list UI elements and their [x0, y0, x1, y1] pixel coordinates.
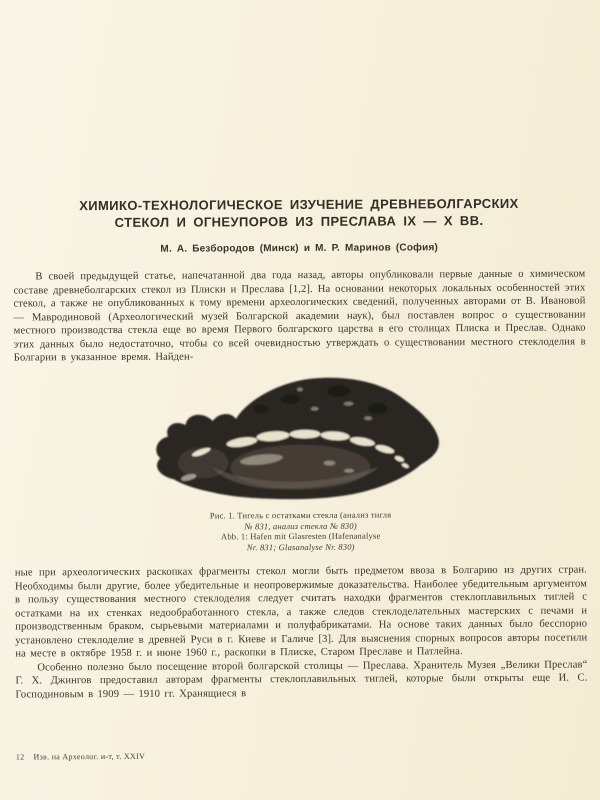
figure-caption-de-line-2: Nr. 831; Glasanalyse Nr. 830) [246, 541, 355, 553]
authors-line: М. А. Безбородов (Минск) и М. Р. Маринов (София) [160, 242, 439, 255]
article-title [37, 196, 561, 232]
article-body-continued [15, 564, 588, 702]
figure-caption-de-line-1: Abb. 1: Hafen mit Glasresten (Hafenanalyse [220, 531, 381, 542]
article-body [13, 268, 585, 366]
figure-caption [136, 509, 466, 554]
figure-caption-ru-line-1: Рис. 1. Тигель с остатками стекла (анализ тигля [209, 509, 392, 521]
crucible-photo [141, 369, 460, 507]
body-paragraph-1: В своей предыдущей статье, напечатанной два года назад, авторы опубликовали первые данные о химическом составе древнеболгарских стекол из Плиски и Преслава [1,2]. На основании некоторых локальных особенностей этих стекол, а также не опубликованных к тому времени археологических сведений, полученных авторами от В. Ивановой — Мавродиновой (Археологический музей Болгарской академии наук), был поставлен вопрос о существовании местного производства стекла еще во время Первого болгарского царства в его столицах Плиска и Преслав. Однако этих данных было недостаточно, чтобы со всей очевидностью утверждать о существовании местного стеклоделия в Болгарии в указанное время. Найден- [13, 268, 586, 364]
figure-1 [135, 369, 466, 554]
page-footer [16, 752, 145, 762]
footer-journal-reference: Изв. на Археолог. и-т, т. XXIV [33, 751, 146, 762]
body-paragraph-3: Особенно полезно было посещение второй болгарской столицы — Преслава. Хранитель Музея „Велики Преслав“ Г. Х. Джингов предоставил авторам фрагменты стеклоплавильных тиглей, которые были открыты еще И. С. Господиновым в 1909 — 1910 гг. Хранящиеся в [15, 659, 588, 701]
signature-number: 12 [15, 752, 25, 762]
body-paragraph-2: ные при археологических раскопках фрагменты стекол могли быть предметом ввоза в Болгарию из других стран. Необходимы были другие, более убедительные и неопровержимые доказательства. Наиболее убедительным аргументом в пользу существования местного стеклоделия следует считать находки фрагментов стеклоплавильных тиглей с остатками на их стенках недообработанного стекла, а также следов стеклоделательных мастерских с печами и производственным браком, сырьевыми материалами и полуфабрикатами. На основе таких данных было бесспорно установлено стеклоделие в древней Руси в г. Киеве и Галиче [3]. Для выяснения спорных вопросов авторы посетили на месте в октябре 1958 г. и июне 1960 г., раскопки в Плиске, Старом Преславе и Патлейна. [14, 564, 588, 660]
article-title-line-2: СТЕКОЛ И ОГНЕУПОРОВ ИЗ ПРЕСЛАВА IX — X ВВ. [114, 212, 484, 230]
figure-caption-ru-line-2: № 831, анализ стекла № 830) [244, 520, 357, 531]
article-title-line-1: ХИМИКО-ТЕХНОЛОГИЧЕСКОЕ ИЗУЧЕНИЕ ДРЕВНЕБОЛГАРСКИХ [79, 195, 519, 214]
